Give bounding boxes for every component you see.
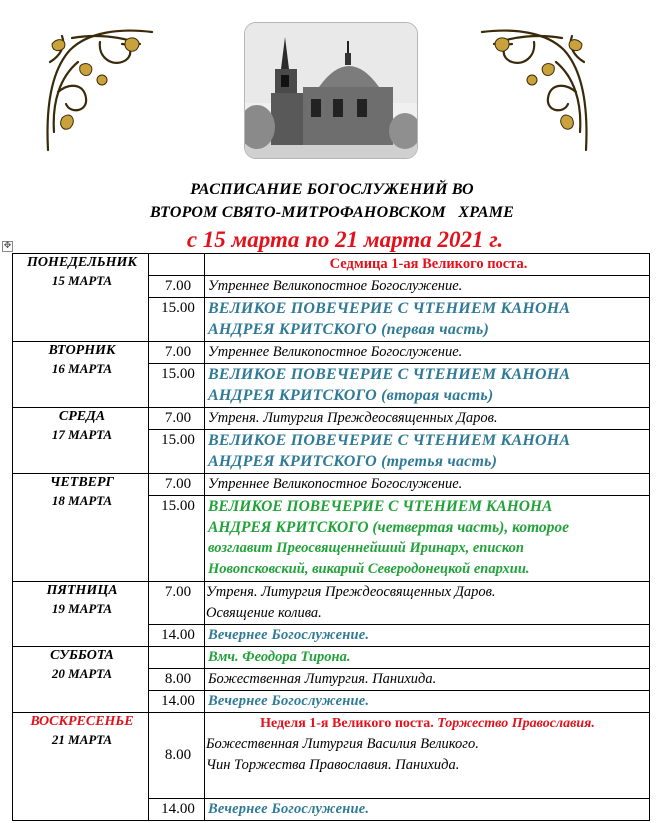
- service-cell: Утреня. Литургия Преждеосвященных Даров.: [205, 408, 650, 430]
- schedule-table: [12, 253, 650, 821]
- time-cell: 15.00: [149, 364, 205, 408]
- time-cell: 7.00: [149, 342, 205, 364]
- time-cell: 14.00: [149, 625, 205, 647]
- table-row: [13, 408, 650, 430]
- day-cell: [13, 647, 149, 713]
- day-cell: [13, 582, 149, 647]
- day-date: 18 МАРТА: [51, 493, 113, 508]
- feast-cell: Вмч. Феодора Тирона.: [205, 647, 650, 669]
- service-cell: Вечернее Богослужение.: [205, 799, 650, 821]
- table-row: [13, 713, 650, 799]
- time-cell: 14.00: [149, 691, 205, 713]
- time-cell: 8.00: [149, 713, 205, 799]
- time-cell: [149, 647, 205, 669]
- service-cell: ВЕЛИКОЕ ПОВЕЧЕРИЕ С ЧТЕНИЕМ КАНОНА АНДРЕЯ КРИТСКОГО (вторая часть): [205, 364, 650, 408]
- service-cell: Вечернее Богослужение.: [205, 625, 650, 647]
- day-cell: [13, 474, 149, 582]
- time-cell: 8.00: [149, 669, 205, 691]
- service-cell: Утреня. Литургия Преждеосвященных Даров. Освящение колива.: [205, 582, 650, 625]
- move-handle-icon[interactable]: ✥: [3, 241, 12, 251]
- day-cell: [13, 713, 149, 821]
- corner-ornament-left-icon: [40, 22, 160, 157]
- table-row: [13, 582, 650, 625]
- service-cell: ВЕЛИКОЕ ПОВЕЧЕРИЕ С ЧТЕНИЕМ КАНОНА АНДРЕЯ КРИТСКОГО (четвертая часть), которое возглавит Преосвященнейший Иринарх, епископ Новопсковский, викарий Северодонецкой епархии.: [205, 496, 650, 582]
- service-cell: ВЕЛИКОЕ ПОВЕЧЕРИЕ С ЧТЕНИЕМ КАНОНА АНДРЕЯ КРИТСКОГО (третья часть): [205, 430, 650, 474]
- table-row: [13, 647, 650, 669]
- time-cell: [149, 254, 205, 276]
- day-name: ВОСКРЕСЕНЬЕ: [30, 714, 134, 729]
- day-name: ВТОРНИК: [48, 343, 116, 358]
- day-cell: [13, 342, 149, 408]
- day-date: 21 МАРТА: [51, 732, 113, 747]
- service-cell: ВЕЛИКОЕ ПОВЕЧЕРИЕ С ЧТЕНИЕМ КАНОНА АНДРЕЯ КРИТСКОГО (первая часть): [205, 298, 650, 342]
- date-range: с 15 марта по 21 марта 2021 г.: [186, 227, 504, 252]
- church-image: [245, 23, 417, 158]
- time-cell: 7.00: [149, 582, 205, 625]
- corner-ornament-right-icon: [474, 22, 594, 157]
- day-name: ПЯТНИЦА: [46, 583, 118, 598]
- day-cell: [13, 408, 149, 474]
- church-photo: [244, 22, 418, 159]
- day-date: 16 МАРТА: [51, 361, 113, 376]
- day-name: ПОНЕДЕЛЬНИК: [27, 255, 137, 270]
- day-date: 20 МАРТА: [51, 666, 113, 681]
- time-cell: 14.00: [149, 799, 205, 821]
- table-row: [13, 342, 650, 364]
- title-line-1: РАСПИСАНИЕ БОГОСЛУЖЕНИЙ ВО: [190, 181, 474, 198]
- time-cell: 7.00: [149, 474, 205, 496]
- service-cell: Утреннее Великопостное Богослужение.: [205, 474, 650, 496]
- day-name: СУББОТА: [50, 648, 114, 663]
- week-heading: Седмица 1-ая Великого поста.: [205, 254, 650, 276]
- service-cell: Неделя 1-я Великого поста. Торжество Православия. Божественная Литургия Василия Великого. Чин Торжества Православия. Панихида.: [205, 713, 650, 799]
- service-cell: Вечернее Богослужение.: [205, 691, 650, 713]
- day-name: ЧЕТВЕРГ: [49, 475, 115, 490]
- time-cell: 7.00: [149, 276, 205, 298]
- time-cell: 15.00: [149, 298, 205, 342]
- table-row: [13, 474, 650, 496]
- day-date: 19 МАРТА: [51, 601, 113, 616]
- day-date: 17 МАРТА: [51, 427, 113, 442]
- service-cell: Утреннее Великопостное Богослужение.: [205, 342, 650, 364]
- service-cell: Божественная Литургия. Панихида.: [205, 669, 650, 691]
- day-cell: [13, 254, 149, 342]
- day-date: 15 МАРТА: [51, 273, 113, 288]
- time-cell: 7.00: [149, 408, 205, 430]
- time-cell: 15.00: [149, 496, 205, 582]
- time-cell: 15.00: [149, 430, 205, 474]
- service-cell: Утреннее Великопостное Богослужение.: [205, 276, 650, 298]
- day-name: СРЕДА: [58, 409, 106, 424]
- title-line-2: ВТОРОМ СВЯТО-МИТРОФАНОВСКОМ ХРАМЕ: [149, 204, 515, 221]
- table-row: [13, 254, 650, 276]
